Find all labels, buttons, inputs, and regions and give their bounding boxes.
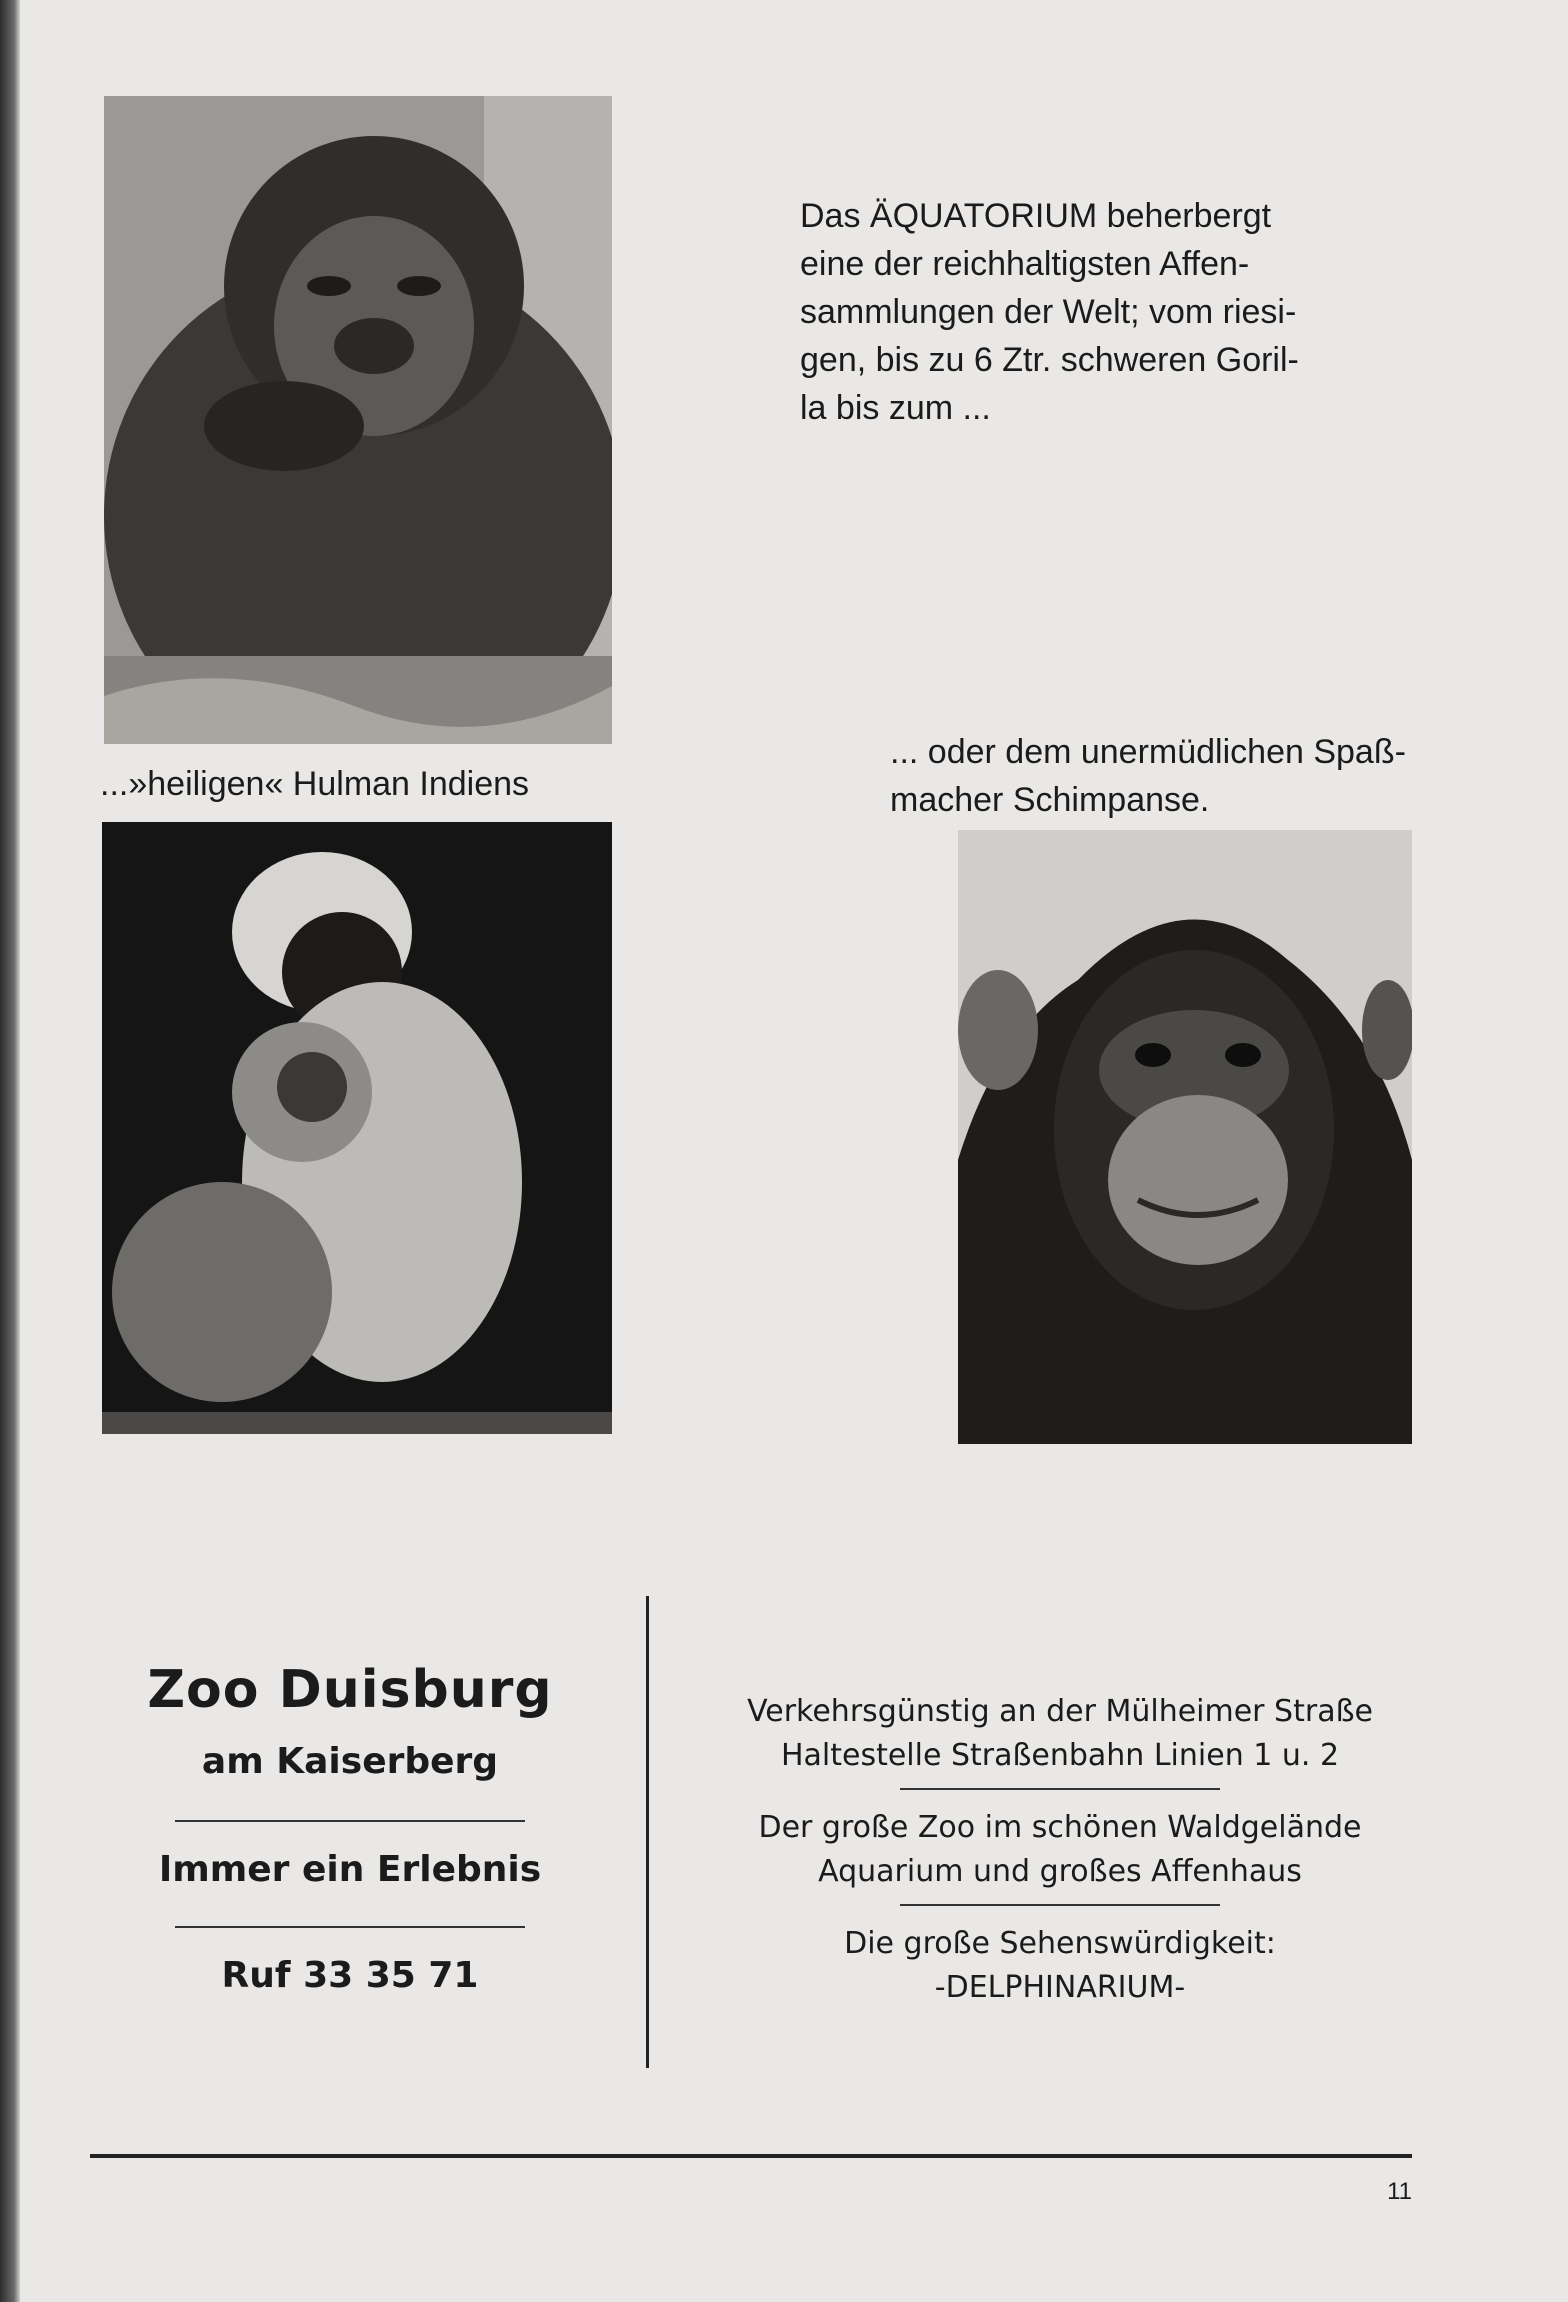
ad-line: Aquarium und großes Affenhaus	[818, 1854, 1302, 1889]
divider	[900, 1904, 1220, 1906]
hulman-photo	[102, 822, 612, 1434]
ad-vertical-divider	[646, 1596, 649, 2068]
ad-block-location	[680, 1690, 1440, 1778]
zoo-ad-left	[100, 1660, 600, 1998]
ad-line: Verkehrsgünstig an der Mülheimer Straße	[747, 1694, 1373, 1729]
page-spine-shadow	[0, 0, 20, 2302]
divider	[175, 1926, 525, 1928]
footer-rule	[90, 2154, 1412, 2158]
ad-line: Die große Sehenswürdigkeit:	[844, 1926, 1276, 1961]
intro-line: sammlungen der Welt; vom riesi-	[800, 293, 1297, 331]
zoo-motto: Immer ein Erlebnis	[158, 1849, 542, 1890]
intro-line: Das ÄQUATORIUM beherbergt	[800, 197, 1272, 235]
zoo-subtitle: am Kaiserberg	[201, 1741, 499, 1782]
ad-line: -DELPHINARIUM-	[934, 1970, 1186, 2005]
ad-block-highlight	[680, 1922, 1440, 2010]
intro-line: gen, bis zu 6 Ztr. schweren Goril-	[800, 341, 1299, 379]
zoo-title: Zoo Duisburg	[147, 1660, 553, 1720]
page-number: 11	[1387, 2178, 1412, 2205]
intro-text	[800, 192, 1360, 432]
gorilla-photo	[104, 96, 612, 744]
divider	[175, 1820, 525, 1822]
chimp-caption-line: macher Schimpanse.	[890, 781, 1210, 819]
chimp-caption-line: ... oder dem unermüdlichen Spaß-	[890, 733, 1406, 771]
ad-line: Der große Zoo im schönen Waldgelände	[758, 1810, 1362, 1845]
zoo-phone: Ruf 33 35 71	[221, 1955, 479, 1996]
hulman-caption: ...»heiligen« Hulman Indiens	[100, 765, 530, 803]
intro-line: la bis zum ...	[800, 389, 991, 427]
chimpanzee-photo	[958, 830, 1412, 1444]
intro-line: eine der reichhaltigsten Affen-	[800, 245, 1250, 283]
zoo-ad-right	[680, 1690, 1440, 2010]
chimp-caption	[890, 728, 1510, 824]
ad-block-features	[680, 1806, 1440, 1894]
ad-line: Haltestelle Straßenbahn Linien 1 u. 2	[780, 1738, 1340, 1773]
divider	[900, 1788, 1220, 1790]
